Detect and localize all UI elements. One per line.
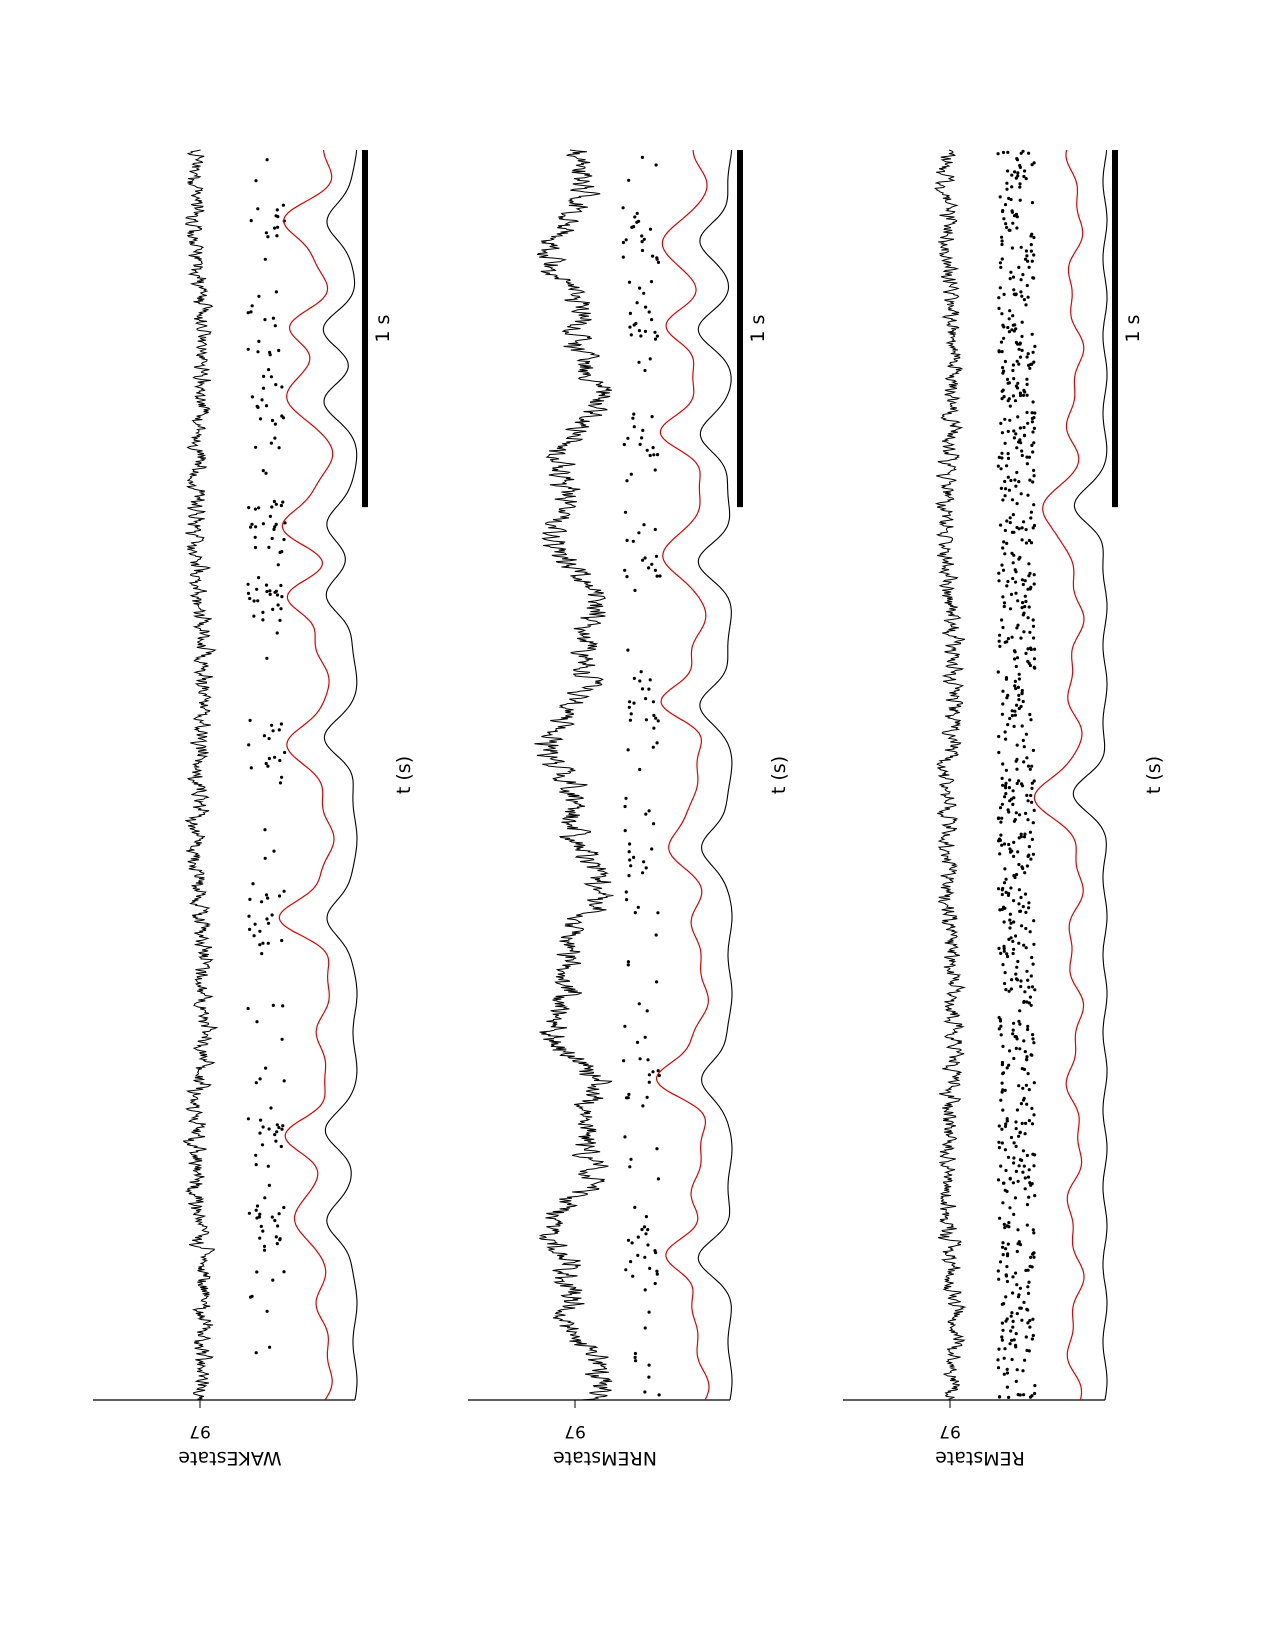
y-axis-label: WAKEstate xyxy=(178,1447,282,1469)
y-axis-label: REMstate xyxy=(935,1447,1025,1469)
y-tick-label: 97 xyxy=(189,1421,211,1441)
x-axis-label: t (s) xyxy=(1143,755,1165,795)
y-tick-label: 97 xyxy=(564,1421,586,1441)
y-tick-label: 97 xyxy=(939,1421,961,1441)
x-axis-label: t (s) xyxy=(768,755,790,795)
scale-bar-label: 1 s xyxy=(1122,314,1144,343)
y-axis-label: NREMstate xyxy=(553,1447,657,1469)
scale-bar-label: 1 s xyxy=(372,314,394,343)
scale-bar-label: 1 s xyxy=(747,314,769,343)
x-axis-label: t (s) xyxy=(393,755,415,795)
